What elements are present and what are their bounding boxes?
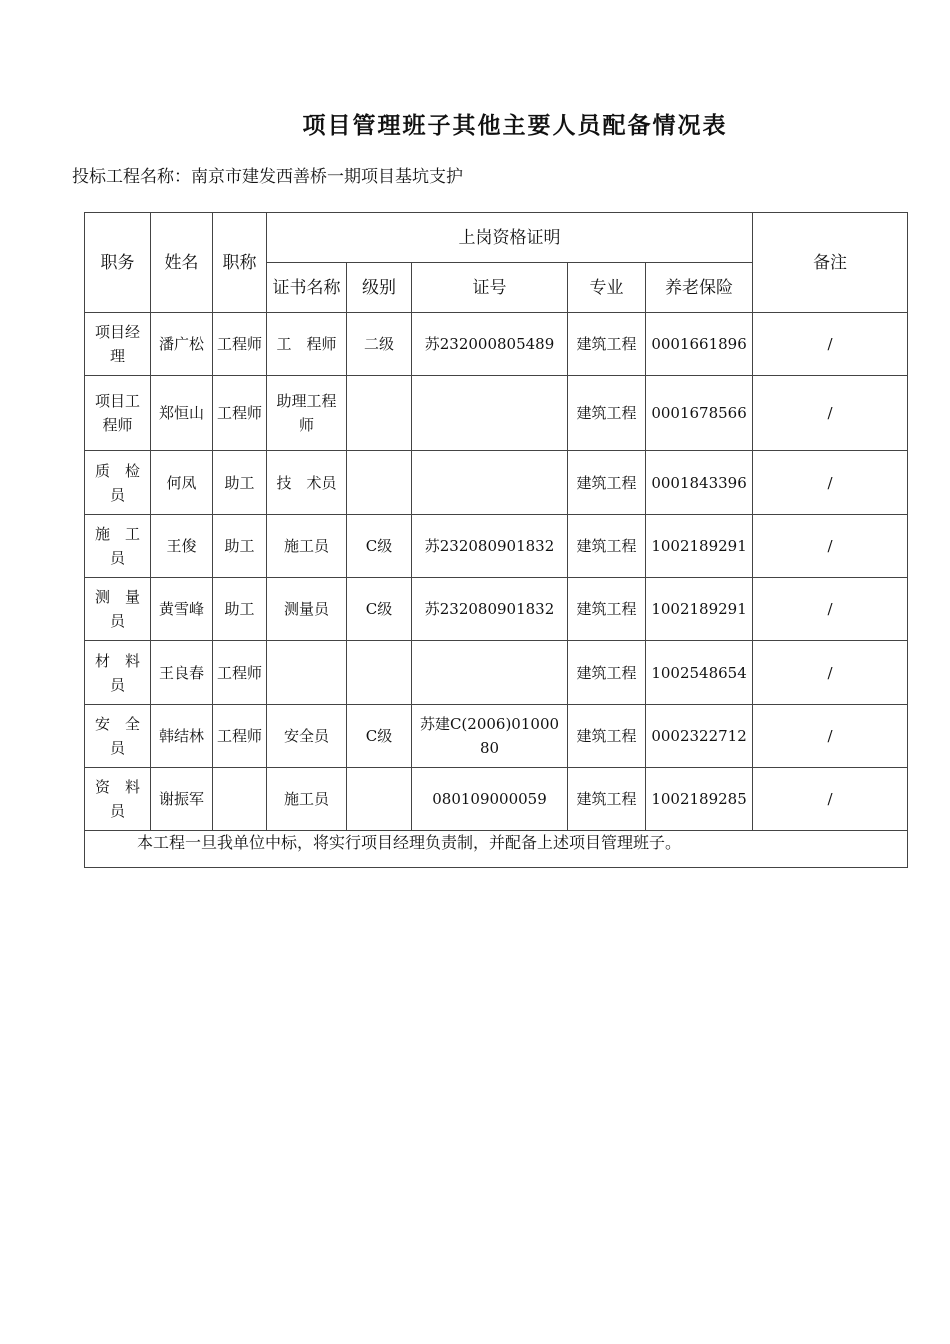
- table-row: [85, 705, 908, 768]
- cell-level: [347, 768, 412, 831]
- table-row: [85, 376, 908, 451]
- cell-pension: 0001678566: [646, 376, 753, 451]
- cell-cert-name: 施工员: [267, 515, 347, 578]
- table-row: [85, 451, 908, 515]
- cell-title: 助工: [213, 578, 267, 641]
- cell-name: 谢振军: [151, 768, 213, 831]
- cell-level: [347, 376, 412, 451]
- cell-major: 建筑工程: [568, 515, 646, 578]
- cell-cert-no: 苏建C(2006)0100080: [412, 705, 568, 768]
- cell-pension: 0001661896: [646, 313, 753, 376]
- cell-cert-no: [412, 641, 568, 705]
- cell-remark: /: [753, 768, 908, 831]
- header-cert-no: 证号: [412, 263, 568, 313]
- header-major: 专业: [568, 263, 646, 313]
- table-row: [85, 641, 908, 705]
- table-row: [85, 515, 908, 578]
- cell-cert-name: 工 程师: [267, 313, 347, 376]
- cell-name: 王良春: [151, 641, 213, 705]
- cell-remark: /: [753, 578, 908, 641]
- cell-position: 测 量员: [85, 578, 151, 641]
- header-cert-name: 证书名称: [267, 263, 347, 313]
- page-title: 项目管理班子其他主要人员配备情况表: [302, 112, 728, 139]
- cell-remark: /: [753, 313, 908, 376]
- cell-major: 建筑工程: [568, 641, 646, 705]
- table-row: [85, 768, 908, 831]
- cell-level: [347, 641, 412, 705]
- cell-position: 施 工员: [85, 515, 151, 578]
- cell-major: 建筑工程: [568, 768, 646, 831]
- cell-title: 助工: [213, 451, 267, 515]
- header-position: 职务: [85, 213, 151, 313]
- cell-level: 二级: [347, 313, 412, 376]
- cell-position: 材 料员: [85, 641, 151, 705]
- cell-position: 项目经理: [85, 313, 151, 376]
- staff-table: [84, 212, 908, 868]
- cell-major: 建筑工程: [568, 376, 646, 451]
- header-name: 姓名: [151, 213, 213, 313]
- cell-title: 工程师: [213, 376, 267, 451]
- cell-level: C级: [347, 578, 412, 641]
- project-name-label: 投标工程名称：南京市建发西善桥一期项目基坑支护: [72, 167, 463, 187]
- cell-title: [213, 768, 267, 831]
- cell-remark: /: [753, 641, 908, 705]
- cell-cert-no: [412, 451, 568, 515]
- cell-position: 资 料员: [85, 768, 151, 831]
- cell-level: C级: [347, 515, 412, 578]
- cell-title: 助工: [213, 515, 267, 578]
- cell-name: 何凤: [151, 451, 213, 515]
- cell-cert-no: 苏232080901832: [412, 515, 568, 578]
- cell-major: 建筑工程: [568, 313, 646, 376]
- cell-pension: 0002322712: [646, 705, 753, 768]
- cell-name: 韩结林: [151, 705, 213, 768]
- cell-pension: 1002548654: [646, 641, 753, 705]
- header-qualification: 上岗资格证明: [267, 213, 753, 263]
- cell-name: 黄雪峰: [151, 578, 213, 641]
- cell-title: 工程师: [213, 705, 267, 768]
- table-row: [85, 313, 908, 376]
- cell-pension: 1002189285: [646, 768, 753, 831]
- cell-remark: /: [753, 515, 908, 578]
- cell-cert-name: 助理工程师: [267, 376, 347, 451]
- cell-cert-name: 技 术员: [267, 451, 347, 515]
- header-remark: 备注: [753, 213, 908, 313]
- cell-remark: /: [753, 705, 908, 768]
- header-level: 级别: [347, 263, 412, 313]
- cell-cert-no: 080109000059: [412, 768, 568, 831]
- cell-major: 建筑工程: [568, 705, 646, 768]
- cell-cert-name: [267, 641, 347, 705]
- cell-level: [347, 451, 412, 515]
- cell-position: 安 全员: [85, 705, 151, 768]
- cell-cert-no: 苏232000805489: [412, 313, 568, 376]
- cell-cert-name: 测量员: [267, 578, 347, 641]
- cell-title: 工程师: [213, 313, 267, 376]
- cell-cert-name: 安全员: [267, 705, 347, 768]
- cell-remark: /: [753, 376, 908, 451]
- cell-cert-name: 施工员: [267, 768, 347, 831]
- cell-remark: /: [753, 451, 908, 515]
- cell-cert-no: [412, 376, 568, 451]
- header-pension: 养老保险: [646, 263, 753, 313]
- cell-title: 工程师: [213, 641, 267, 705]
- table-row: [85, 578, 908, 641]
- cell-name: 王俊: [151, 515, 213, 578]
- cell-name: 潘广松: [151, 313, 213, 376]
- cell-position: 质 检员: [85, 451, 151, 515]
- cell-pension: 1002189291: [646, 515, 753, 578]
- cell-major: 建筑工程: [568, 578, 646, 641]
- header-title: 职称: [213, 213, 267, 313]
- cell-name: 郑恒山: [151, 376, 213, 451]
- cell-level: C级: [347, 705, 412, 768]
- cell-cert-no: 苏232080901832: [412, 578, 568, 641]
- cell-pension: 1002189291: [646, 578, 753, 641]
- cell-major: 建筑工程: [568, 451, 646, 515]
- cell-position: 项目工程师: [85, 376, 151, 451]
- cell-pension: 0001843396: [646, 451, 753, 515]
- table-footer-note: 本工程一旦我单位中标，将实行项目经理负责制，并配备上述项目管理班子。: [85, 831, 908, 868]
